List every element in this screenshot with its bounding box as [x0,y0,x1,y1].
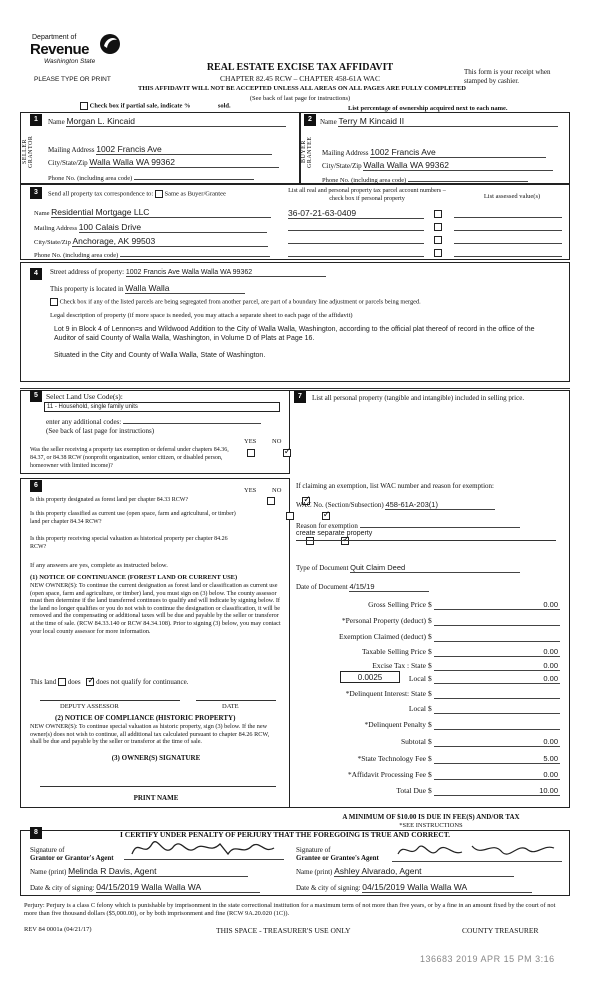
land-use-label: Select Land Use Code(s): [46,392,123,401]
fee-row [300,689,562,702]
dollar-sign: $ [428,616,432,625]
assessed-value-field[interactable] [454,208,562,218]
does-checkbox[interactable] [58,678,66,686]
doc-type-row [296,563,520,573]
doc-date-row [296,582,429,592]
seller-name-row [48,116,286,127]
dollar-sign: $ [428,704,432,713]
fee-value[interactable]: 0.00 [434,661,560,671]
fee-value[interactable]: 0.00 [434,647,560,657]
seller-mailing-field[interactable]: 1002 Francis Ave [96,144,272,155]
reason-line-2 [296,540,556,541]
same-as-buyer-checkbox[interactable] [155,190,163,198]
additional-codes-field[interactable] [123,416,261,424]
partial-sale-label: Check box if partial sale, indicate % [89,102,191,110]
doc-date-label: Date of Document [296,583,348,591]
minimum-note: A MINIMUM OF $10.00 IS DUE IN FEE(S) AND/OR TAX [342,813,520,821]
buyer-city-label: City/State/Zip [322,162,362,170]
back-note: (See back of last page for instructions) [249,95,351,102]
fee-label: *Delinquent Penalty [364,720,426,729]
grantee-print-field[interactable]: Ashley Alvarado, Agent [334,866,514,877]
divider [20,388,570,389]
land-use-see-back: (See back of last page for instructions) [46,427,155,435]
s6-q3: Is this property receiving special valuation as historical property per chapter 84.26 RCW? [30,536,228,550]
reason-label: Reason for exemption [296,522,358,530]
personal-property-checkbox[interactable] [434,223,442,231]
fee-row [300,616,562,629]
s6-q1: Is this property designated as forest land per chapter 84.33 RCW? [30,497,189,503]
wac-field[interactable]: 458-61A-203(1) [385,500,495,510]
located-row [50,283,245,294]
segregated-label: Check box if any of the listed parcels are being segregated from another parcel, are part of a boundary line adjustment or parcels being merged. [59,298,421,306]
corr-phone-field[interactable] [120,249,270,257]
grantee-sig-label [296,846,379,862]
seller-city-field[interactable]: Walla Walla WA 99362 [89,157,279,168]
grantor-print-field[interactable]: Melinda R Davis, Agent [68,866,248,877]
buyer-phone-field[interactable] [408,174,528,182]
deputy-line [40,700,180,701]
personal-property-checkbox[interactable] [434,236,442,244]
dor-logo [28,28,128,70]
grantor-signature-scribble-icon [124,836,284,860]
s5-no-header: NO [272,438,282,445]
buyer-name-label: Name [320,118,337,126]
land-use-value: 11 - Household, single family units [47,404,138,410]
fee-row [300,674,562,687]
section-4-badge: 4 [30,268,42,280]
same-as-buyer-label: Same as Buyer/Grantee [164,190,226,198]
parcel-row [288,234,568,246]
fee-value[interactable] [434,616,560,626]
buyer-name-row [320,116,558,127]
dollar-sign: $ [428,689,432,698]
grantor-signature[interactable] [124,836,284,860]
section-property [20,262,570,382]
assessed-value-field[interactable] [454,221,562,231]
fee-value[interactable]: 0.00 [434,674,560,684]
s5-yes-checkbox[interactable] [247,449,255,457]
dollar-sign: $ [428,647,432,656]
fee-label: Subtotal [400,737,426,746]
fee-row [300,786,562,799]
corr-city-row [34,236,268,247]
section-1-badge: 1 [30,114,42,126]
qualify-label: qualify for continuance. [121,678,189,686]
corr-name-row [34,207,271,218]
doc-type-field[interactable]: Quit Claim Deed [350,563,520,573]
buyer-city-field[interactable]: Walla Walla WA 99362 [363,160,553,171]
fee-label: Gross Selling Price [368,600,426,609]
fee-value[interactable] [434,704,560,714]
seller-city-label: City/State/Zip [48,159,88,167]
fee-label: *State Technology Fee [357,754,426,763]
notice-compliance-body: NEW OWNER(S): To continue special valuation as historic property, sign (3) below. If the new owner(s) does not wish to continue, all additional tax calculated pursuant to chapter 84.26 RCW, shall be due and payable by the seller or transferor at the time of sale. [30,723,270,746]
seller-side-label: SELLER GRANTOR [22,135,34,169]
grantor-date-row [30,882,260,893]
parcel-number-field[interactable] [288,234,424,244]
not-accepted-notice: THIS AFFIDAVIT WILL NOT BE ACCEPTED UNLESS ALL AREAS ON ALL PAGES ARE FULLY COMPLETED [138,85,466,92]
grantee-signature[interactable] [392,838,562,862]
does-not-checkbox[interactable] [86,678,94,686]
grantor-date-field[interactable]: 04/15/2019 Walla Walla WA [96,882,260,893]
reason-line [360,520,520,528]
segregated-checkbox[interactable] [50,298,58,306]
buyer-mailing-field[interactable]: 1002 Francis Ave [370,147,546,158]
owner-signature-label: (3) OWNER(S) SIGNATURE [111,754,201,762]
seller-phone-label: Phone No. (including area code) [48,175,133,182]
buyer-side-label: BUYER GRANTEE [301,136,313,168]
personal-property-checkbox[interactable] [434,249,442,257]
section-2-badge: 2 [304,114,316,126]
dollar-sign: $ [428,720,432,729]
s6-q1-yes-checkbox[interactable] [267,497,275,505]
doc-type-label: Type of Document [296,564,349,572]
grantee-date-label: Date & city of signing: [296,884,361,892]
legal-description: Lot 9 in Block 4 of Lennon=s and Wildwood Addition to the City of Walla Walla, Washington, according to the official plat thereof of record in the office of the Auditor of said County of Walla Walla, Washington, in Volume D of Plats at Page 16. [54,326,535,342]
grantor-print-label: Name (print) [30,868,67,876]
seller-phone-row [48,172,254,182]
dollar-sign: $ [428,737,432,746]
form-title: REAL ESTATE EXCISE TAX AFFIDAVIT [206,62,394,73]
section-8-badge: 8 [30,827,42,839]
fee-row [300,737,562,750]
fee-label: Exemption Claimed (deduct) [338,632,426,641]
certify-statement: I CERTIFY UNDER PENALTY OF PERJURY THAT THE FOREGOING IS TRUE AND CORRECT. [120,830,451,839]
dollar-sign: $ [428,632,432,641]
corr-mailing-field[interactable]: 100 Calais Drive [79,222,267,233]
corr-phone-label: Phone No. (including area code) [34,252,119,259]
seller-name-field[interactable]: Morgan L. Kincaid [66,116,286,127]
seller-city-row [48,157,279,168]
partial-sale-checkbox[interactable] [80,102,88,110]
buyer-name-field[interactable]: Terry M Kincaid II [338,116,558,127]
corr-mailing-row [34,222,267,233]
ownership-note: List percentage of ownership acquired next to each name. [348,105,508,112]
logo-line-state: Washington State [44,58,96,65]
fee-row [300,632,562,645]
street-field[interactable]: 1002 Francis Ave Walla Walla WA 99362 [126,269,326,277]
grantor-sig-label [30,846,114,862]
parcel-number-field[interactable]: 36-07-21-63-0409 [288,208,424,219]
assessed-header: List assessed value(s) [483,193,541,200]
seller-mailing-label: Mailing Address [48,146,95,154]
land-use-select[interactable] [44,402,280,412]
perjury-note: Perjury: Perjury is a class C felony which is punishable by imprisonment in the state correctional institution for a maximum term of not more than five years, or by a fine in an amount fixed by the court of not more than five thousand dollars ($5,000.00), or by both imprisonment and fine (RCW 9A.20.020 (1C)). [24,902,556,917]
fee-label: Total Due [396,786,426,795]
dollar-sign: $ [428,770,432,779]
deputy-date-label: DATE [222,703,239,710]
corr-mailing-label: Mailing Address [34,225,78,232]
grantee-sig-label-1: Signature of [296,846,331,854]
assessed-value-field[interactable] [454,247,562,257]
wac-row [296,500,495,510]
seller-mailing-row [48,144,272,155]
buyer-phone-label: Phone No. (including area code) [322,177,407,184]
send-to-label: Send all property tax correspondence to: [48,190,154,198]
does-not-label: does not [96,678,120,686]
assessed-value-field[interactable] [454,234,562,244]
does-label: does [67,678,81,686]
section-7-badge: 7 [294,391,306,403]
grantee-date-field[interactable]: 04/15/2019 Walla Walla WA [362,882,532,893]
parcel-number-field[interactable] [288,221,424,231]
section-6-badge: 6 [30,480,42,492]
fee-label: Excise Tax : State [372,661,426,670]
s5-yes-header: YES [244,438,257,445]
parcel-row [288,221,568,233]
additional-label: enter any additional codes: [46,418,122,426]
fee-value[interactable]: 5.00 [434,754,560,764]
corr-phone-row [34,249,270,259]
grantor-print-row [30,866,248,877]
fee-label: Taxable Selling Price [361,647,426,656]
parcel-row [288,208,568,220]
fee-value[interactable] [434,632,560,642]
fee-value[interactable]: 0.00 [434,600,560,610]
wac-label: WAC No. (Section/Subsection) [296,501,384,509]
fee-label: *Delinquent Interest: State [345,689,426,698]
fee-label: *Personal Property (deduct) [341,616,426,625]
grantor-sig-label-2: Grantor or Grantor's Agent [30,854,114,862]
grantor-date-label: Date & city of signing: [30,884,95,892]
grantee-date-row [296,882,532,893]
sold-label: sold. [217,102,231,110]
exemption-label: If claiming an exemption, list WAC number and reason for exemption: [296,482,494,490]
seller-phone-field[interactable] [134,172,254,180]
grantee-print-row [296,866,514,877]
seller-name-label: Name [48,118,65,126]
fee-row [300,720,562,733]
send-to-row [48,190,226,198]
section-5-badge: 5 [30,390,42,402]
buyer-mailing-row [322,147,546,158]
corr-city-field[interactable]: Anchorage, AK 99503 [72,236,268,247]
deputy-label: DEPUTY ASSESSOR [60,703,119,710]
reason-field[interactable]: create separate property [296,530,373,537]
print-name-label: PRINT NAME [133,794,179,802]
dollar-sign: $ [428,661,432,670]
dollar-sign: $ [428,754,432,763]
located-field[interactable]: Walla Walla [125,283,245,294]
legal-label: Legal description of property (if more space is needed, you may attach a separate sheet to each page of the affidavit) [50,312,353,319]
treasurer-space: THIS SPACE - TREASURER'S USE ONLY [216,926,351,935]
dollar-sign: $ [428,600,432,609]
recording-stamp: 136683 2019 APR 15 PM 3:16 [420,954,555,964]
reason-row [296,520,520,530]
fee-label: *Affidavit Processing Fee [347,770,426,779]
grantee-print-label: Name (print) [296,868,333,876]
deputy-date-line [196,700,276,701]
receipt-note: This form is your receipt when stamped by cashier. [464,68,551,85]
fee-label: Local [408,674,426,683]
street-label: Street address of property: [50,268,125,276]
fee-value[interactable]: 0.00 [434,770,560,780]
fee-value[interactable]: 10.00 [434,786,560,796]
s5-question: Was the seller receiving a property tax exemption or deferral under chapters 84.36, 84.37, or 84.38 RCW (nonprofit organization, senior citizen, or disabled person, homeowner with limited income)? [30,447,229,469]
corr-name-field[interactable]: Residential Mortgage LLC [51,207,271,218]
section-3-badge: 3 [30,187,42,199]
additional-row [46,416,261,426]
dollar-sign: $ [428,786,432,795]
s6-q2: Is this property classified as current use (open space, farm and agricultural, or timber) land per chapter 84.34 RCW? [30,511,236,525]
doc-date-field[interactable]: 4/15/19 [349,582,429,592]
logo-line-department: Department of [32,34,77,41]
grantee-sig-label-2: Grantee or Grantee's Agent [296,854,379,862]
dollar-sign: $ [428,674,432,683]
notice-compliance-title: (2) NOTICE OF COMPLIANCE (HISTORIC PROPERTY) [55,714,236,722]
fee-row [300,754,562,767]
local-rate-value: 0.0025 [357,673,383,682]
please-type: PLEASE TYPE OR PRINT [34,76,111,83]
parcel-row [288,247,568,259]
rev-number: REV 84 0001a (04/21/17) [24,926,92,933]
legal-situated: Situated in the City and County of Walla Walla, State of Washington. [54,352,266,359]
corr-city-label: City/State/Zip [34,239,71,246]
parcel-number-field[interactable] [288,247,424,257]
personal-property-label: List all personal property (tangible and intangible) included in selling price. [312,394,525,402]
street-row [50,268,326,277]
fee-row [300,704,562,717]
buyer-mailing-label: Mailing Address [322,149,369,157]
personal-property-checkbox[interactable] [434,210,442,218]
county-treasurer: COUNTY TREASURER [462,926,539,935]
corr-name-label: Name [34,210,50,217]
this-land-row [30,678,188,686]
fee-row [300,600,562,613]
fee-label: Local [408,704,426,713]
grantee-signature-scribble-icon [392,838,562,862]
owner-signature-line[interactable] [40,786,276,787]
fee-row [300,647,562,660]
logo-swoosh-icon [98,31,122,57]
notice-continuance-title: (1) NOTICE OF CONTINUANCE (FOREST LAND OR CURRENT USE) [30,574,238,581]
partial-sale-row [80,102,231,110]
parcel-header: List all real and personal property tax parcel account numbers – check box if personal property [288,187,446,202]
this-land-label: This land [30,678,57,686]
fee-value[interactable] [434,720,560,730]
s6-no-header: NO [272,487,282,494]
located-label: This property is located in [50,285,124,293]
s6-yes-header: YES [244,487,257,494]
if-yes-note: If any answers are yes, complete as instructed below. [30,562,168,569]
fee-value[interactable] [434,689,560,699]
segregated-row [50,298,421,306]
buyer-phone-row [322,174,528,184]
fee-row [300,770,562,783]
form-chapter: CHAPTER 82.45 RCW – CHAPTER 458-61A WAC [220,74,380,83]
notice-continuance-body: NEW OWNER(S): To continue the current designation as forest land or classification as current use (open space, farm and agriculture, or timber) land, you must sign on (3) below. The county assessor must then determine if the land transferred continues to qualify and will indicate by signing below. If the land no longer qualifies or you do not wish to continue the designation or classification, it will be removed and the compensating or additional taxes will be due and payable by the seller or transferor at the time of sale. (RCW 84.33.140 or RCW 84.34.108). Prior to signing (3) below, you may contact your local county assessor for more information. [30,582,281,635]
grantor-sig-label-1: Signature of [30,846,65,854]
logo-line-revenue: Revenue [30,41,90,58]
buyer-city-row [322,160,553,171]
see-instructions-note: *SEE INSTRUCTIONS [399,822,463,829]
fee-value[interactable]: 0.00 [434,737,560,747]
